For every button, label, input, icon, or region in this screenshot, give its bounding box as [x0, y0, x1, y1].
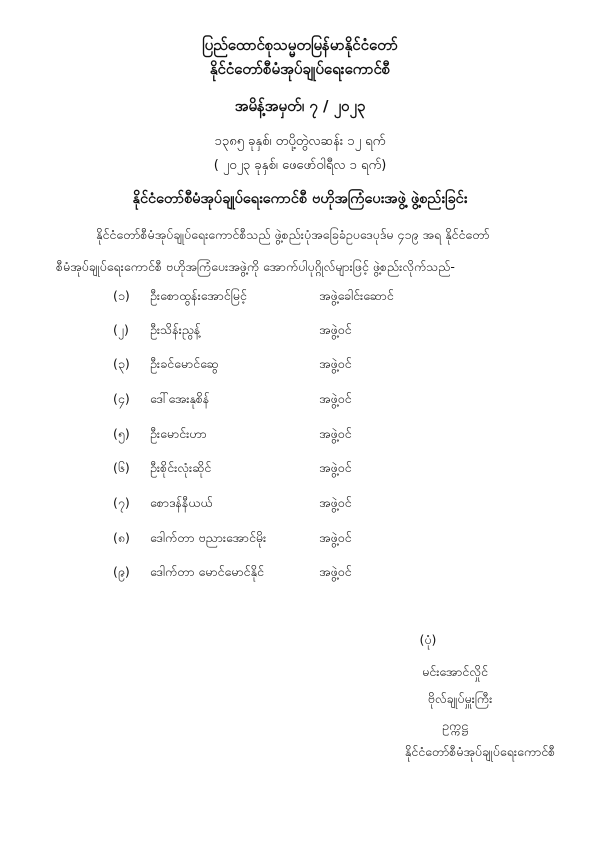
member-role: အဖွဲ့ဝင်: [319, 356, 352, 371]
member-role: အဖွဲ့ဝင်: [319, 391, 352, 406]
member-name: ဒေါ်အေးနုစိန်: [150, 391, 210, 406]
body-paragraph-line-2: စီမံအုပ်ချုပ်ရေးကောင်စီ ဗဟိုအကြံပေးအဖွဲ့ကို အောက်ပါပုဂ္ဂိုလ်များဖြင့် ဖွဲ့စည်းလိုက်သည်-: [56, 259, 455, 274]
member-role: အဖွဲ့ဝင်: [319, 426, 352, 441]
member-row: [0, 356, 600, 378]
body-paragraph-line-1: နိုင်ငံတော်စီမံအုပ်ချုပ်ရေးကောင်စီသည် ဖွဲ့စည်းပုံအခြေခံဥပဒေပုဒ်မ ၄၁၉ အရ နိုင်ငံတော်: [96, 227, 490, 242]
member-role: အဖွဲ့ဝင်: [319, 322, 352, 337]
member-role: အဖွဲ့ခေါင်းဆောင်: [319, 288, 394, 303]
signatory-name: မင်းအောင်လှိုင်: [422, 664, 488, 679]
header-council: နိုင်ငံတော်စီမံအုပ်ချုပ်ရေးကောင်စီ: [209, 60, 391, 78]
member-row: [0, 495, 600, 517]
signatory-rank: ဗိုလ်ချုပ်မှူးကြီး: [427, 691, 493, 706]
member-row: [0, 530, 600, 552]
member-number: (၂): [113, 322, 129, 337]
member-name: ဒေါက်တာ မောင်မောင်နိုင်: [150, 564, 264, 579]
date-myanmar: ၁၃၈၅ ခုနှစ်၊ တပို့တွဲလဆန်း ၁၂ ရက်: [214, 134, 386, 149]
member-row: [0, 391, 600, 413]
member-number: (၃): [113, 356, 130, 371]
date-gregorian: ( ၂၀၂၃ ခုနှစ်၊ ဖေဖော်ဝါရီလ ၁ ရက်): [213, 158, 387, 173]
member-number: (၈): [113, 530, 130, 545]
order-subject: နိုင်ငံတော်စီမံအုပ်ချုပ်ရေးကောင်စီ ဗဟိုအကြံပေးအဖွဲ့ ဖွဲ့စည်းခြင်း: [132, 191, 468, 207]
header-country: ပြည်ထောင်စုသမ္မတမြန်မာနိုင်ငံတော်: [202, 36, 398, 54]
member-name: ဒေါက်တာ ဗညားအောင်မိုး: [150, 530, 267, 545]
member-number: (၇): [113, 495, 130, 510]
member-role: အဖွဲ့ဝင်: [319, 564, 352, 579]
member-role: အဖွဲ့ဝင်: [319, 460, 352, 475]
member-row: [0, 564, 600, 586]
member-number: (၁): [113, 288, 130, 303]
member-list: [0, 288, 600, 598]
member-row: [0, 322, 600, 344]
member-name: စောဒန်နီယယ်: [150, 495, 213, 510]
member-number: (၄): [113, 391, 130, 406]
member-number: (၉): [113, 564, 130, 579]
member-role: အဖွဲ့ဝင်: [319, 530, 352, 545]
member-number: (၆): [113, 460, 130, 475]
signatory-organization: နိုင်ငံတော်စီမံအုပ်ချုပ်ရေးကောင်စီ: [404, 744, 556, 759]
member-name: ဦးသိန်းညွန့်: [150, 322, 201, 337]
member-number: (၅): [113, 426, 130, 441]
member-name: ဦးစောထွန်းအောင်မြင့်: [150, 288, 247, 303]
signatory-position: ဥက္ကဋ္ဌ: [442, 718, 468, 733]
member-row: [0, 460, 600, 482]
member-row: [0, 288, 600, 310]
member-name: ဦးခင်မောင်ဆွေ: [150, 356, 219, 371]
member-row: [0, 426, 600, 448]
member-role: အဖွဲ့ဝင်: [319, 495, 352, 510]
order-number: အမိန့်အမှတ်၊ ၇ / ၂၀၂၃: [234, 97, 366, 115]
signature-seal-note: (ပုံ): [419, 632, 437, 647]
member-name: ဦးမောင်းဟာ: [150, 426, 207, 441]
member-name: ဦးစိုင်းလုံးဆိုင်: [150, 460, 212, 475]
